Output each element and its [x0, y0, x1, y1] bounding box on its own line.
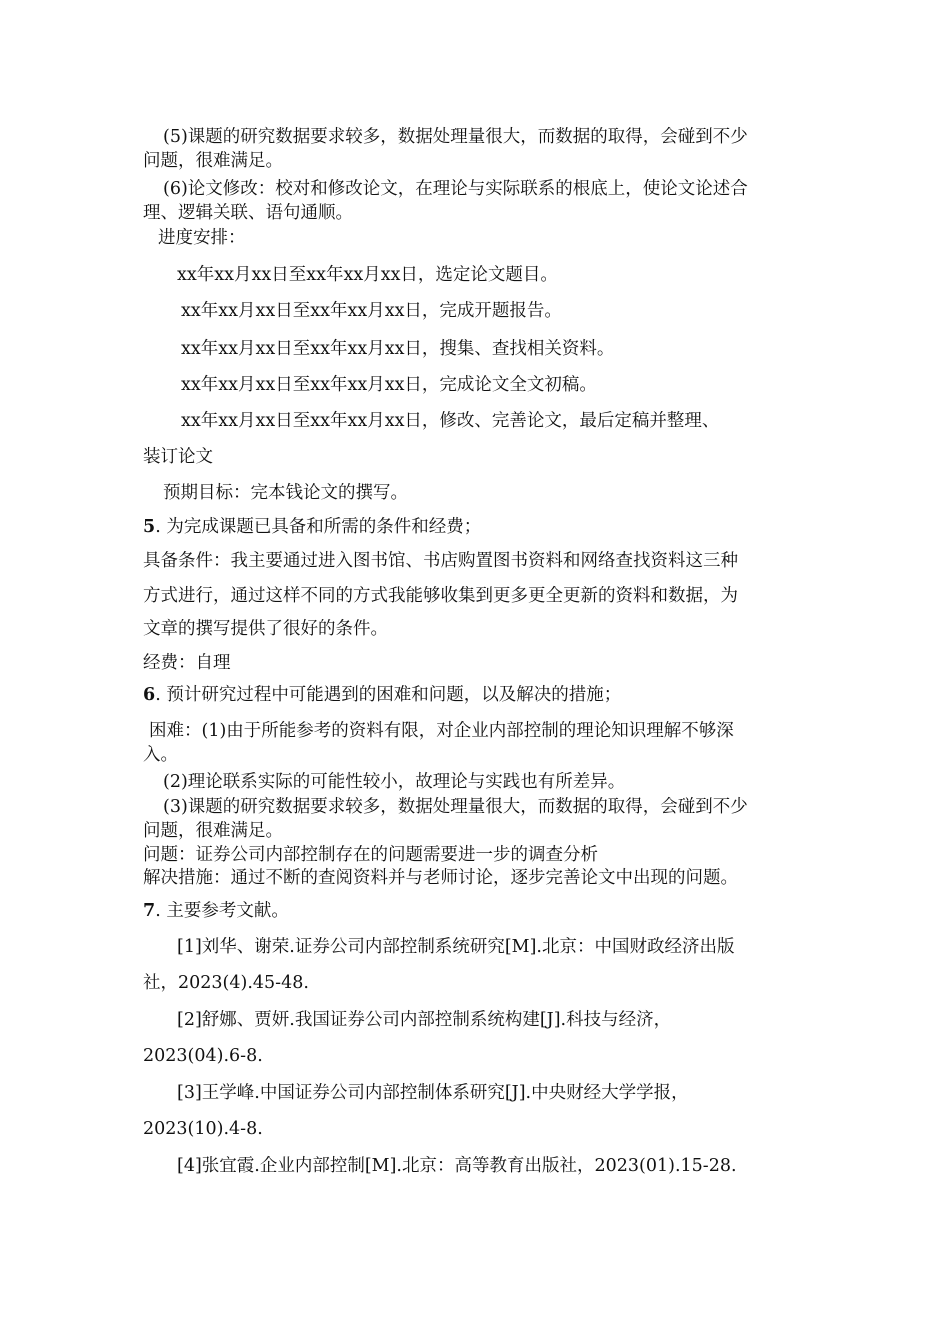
section-7-number: 7	[143, 901, 156, 921]
expected-goal: 预期目标：完本钱论文的撰写。	[163, 483, 408, 503]
section-6-title: . 预计研究过程中可能遇到的困难和问题，以及解决的措施；	[155, 685, 622, 705]
reference-2-line-2: 2023(04).6-8.	[143, 1046, 263, 1066]
schedule-item-continuation: 装订论文	[143, 447, 213, 467]
solution-line: 解决措施：通过不断的查阅资料并与老师讨论，逐步完善论文中出现的问题。	[143, 868, 738, 888]
difficulty-2: (2)理论联系实际的可能性较小，故理论与实践也有所差异。	[163, 772, 626, 792]
schedule-item: xx年xx月xx日至xx年xx月xx日，完成开题报告。	[181, 301, 562, 321]
section-7-heading	[143, 900, 289, 922]
section-5-heading	[143, 516, 481, 538]
reference-4: [4]张宜霞.企业内部控制[M].北京：高等教育出版社，2023(01).15-28.	[177, 1156, 737, 1176]
research-item-6-line-2: 理、逻辑关联、语句通顺。	[143, 203, 353, 223]
problem-line: 问题：证券公司内部控制存在的问题需要进一步的调查分析	[143, 845, 598, 865]
reference-3-line-2: 2023(10).4-8.	[143, 1119, 263, 1139]
difficulty-3-line-1: (3)课题的研究数据要求较多，数据处理量很大，而数据的取得，会碰到不少	[163, 797, 748, 817]
schedule-heading: 进度安排：	[158, 228, 246, 248]
schedule-item: xx年xx月xx日至xx年xx月xx日，搜集、查找相关资料。	[181, 339, 615, 359]
difficulty-1-line-1: 困难：(1)由于所能参考的资料有限，对企业内部控制的理论知识理解不够深	[149, 721, 734, 741]
conditions-line: 方式进行，通过这样不同的方式我能够收集到更多更全更新的资料和数据，为	[143, 586, 738, 606]
conditions-line: 文章的撰写提供了很好的条件。	[143, 619, 388, 639]
research-item-6-line-1: (6)论文修改：校对和修改论文，在理论与实际联系的根底上，使论文论述合	[163, 179, 748, 199]
schedule-item: xx年xx月xx日至xx年xx月xx日，修改、完善论文，最后定稿并整理、	[181, 411, 720, 431]
funding-line: 经费：自理	[143, 653, 231, 673]
schedule-item: xx年xx月xx日至xx年xx月xx日，选定论文题目。	[177, 265, 558, 285]
section-6-heading	[143, 684, 621, 706]
research-item-5-line-1: (5)课题的研究数据要求较多，数据处理量很大，而数据的取得，会碰到不少	[163, 127, 748, 147]
reference-1-line-2: 社，2023(4).45-48.	[143, 973, 309, 993]
section-6-number: 6	[143, 685, 156, 705]
schedule-item: xx年xx月xx日至xx年xx月xx日，完成论文全文初稿。	[181, 375, 597, 395]
reference-1-line-1: [1]刘华、谢荣.证券公司内部控制系统研究[M].北京：中国财政经济出版	[177, 937, 735, 957]
reference-3-line-1: [3]王学峰.中国证券公司内部控制体系研究[J].中央财经大学学报，	[177, 1083, 689, 1103]
section-5-number: 5	[143, 517, 156, 537]
conditions-line: 具备条件：我主要通过进入图书馆、书店购置图书资料和网络查找资料这三种	[143, 551, 738, 571]
difficulty-1-line-2: 入。	[143, 745, 178, 765]
section-5-title: . 为完成课题已具备和所需的条件和经费；	[155, 517, 482, 537]
research-item-5-line-2: 问题，很难满足。	[143, 151, 283, 171]
reference-2-line-1: [2]舒娜、贾妍.我国证券公司内部控制系统构建[J].科技与经济，	[177, 1010, 672, 1030]
difficulty-3-line-2: 问题，很难满足。	[143, 821, 283, 841]
section-7-title: . 主要参考文献。	[155, 901, 289, 921]
